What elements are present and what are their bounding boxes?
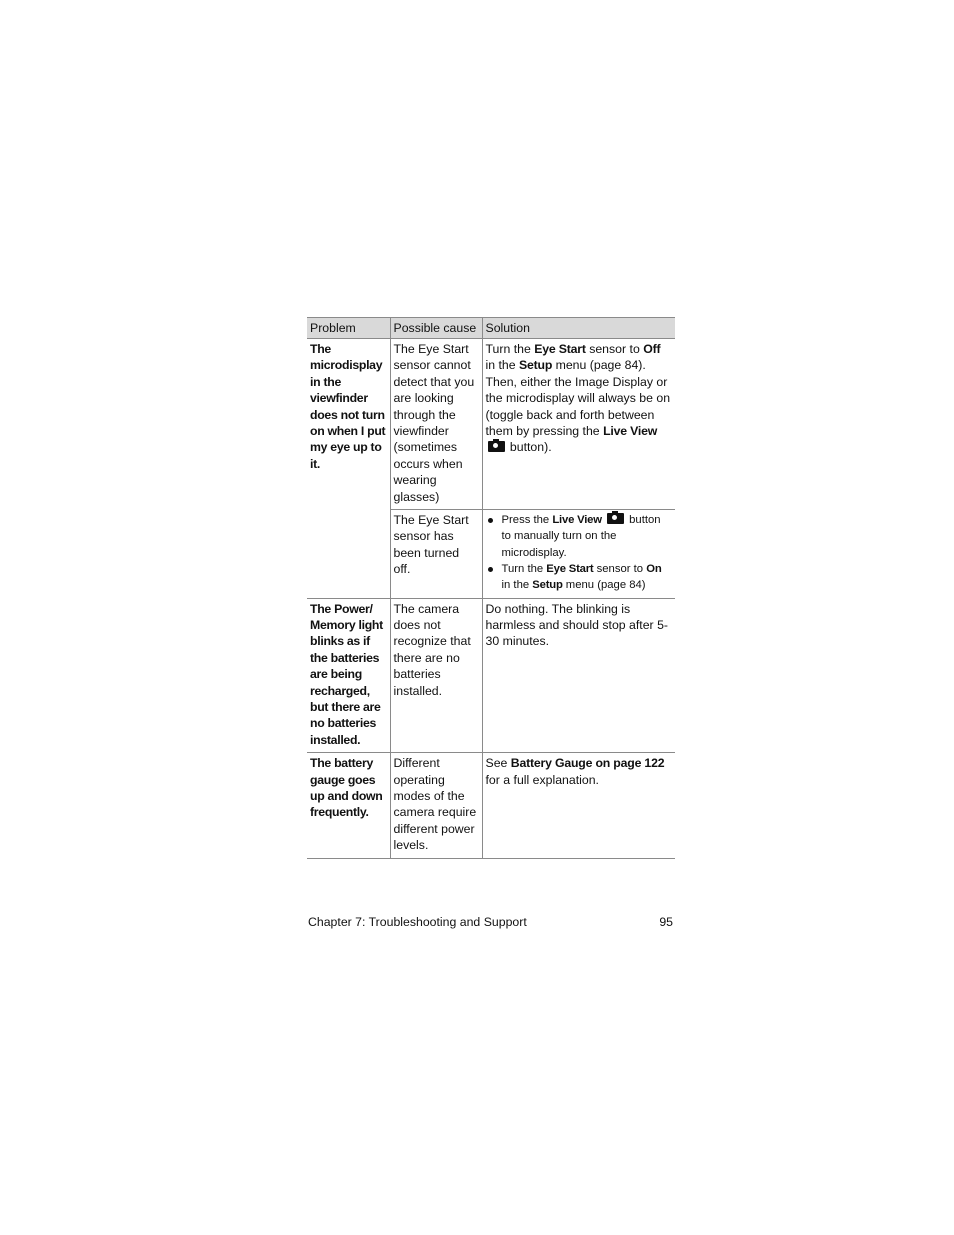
solution-cell: Do nothing. The blinking is harmless and should stop after 5-30 minutes. bbox=[482, 598, 675, 753]
solution-list bbox=[486, 512, 673, 593]
live-view-term: Live View bbox=[603, 424, 658, 439]
list-item bbox=[486, 512, 673, 561]
solution-text: for a full explanation. bbox=[485, 772, 599, 787]
solution-text: in the bbox=[501, 579, 533, 592]
solution-text: sensor to bbox=[593, 562, 647, 575]
solution-text: menu (page 84). Then, either the Image Display or the microdisplay will always be on (toggle back and forth between them by pressing the bbox=[485, 358, 671, 439]
troubleshooting-table bbox=[307, 317, 675, 859]
table-header-row bbox=[307, 318, 675, 339]
table-row bbox=[307, 598, 675, 753]
page-number: 95 bbox=[659, 915, 673, 929]
eye-start-term: Eye Start bbox=[546, 562, 594, 575]
cause-cell: The camera does not recognize that there are no batteries installed. bbox=[390, 598, 482, 753]
list-item bbox=[486, 561, 673, 594]
battery-gauge-link[interactable]: Battery Gauge on page 122 bbox=[510, 756, 665, 771]
problem-cell: The battery gauge goes up and down frequently. bbox=[307, 753, 390, 858]
footer-chapter-title: Chapter 7: Troubleshooting and Support bbox=[308, 915, 527, 929]
header-possible-cause: Possible cause bbox=[390, 318, 482, 339]
cause-cell: The Eye Start sensor cannot detect that you are looking through the viewfinder (sometimes occurs when wearing glasses) bbox=[390, 339, 482, 510]
solution-text: Press the bbox=[501, 514, 553, 527]
setup-term: Setup bbox=[519, 358, 553, 373]
problem-cell: The microdisplay in the viewfinder does not turn on when I put my eye up to it. bbox=[307, 339, 390, 599]
cause-cell: Different operating modes of the camera require different power levels. bbox=[390, 753, 482, 858]
eye-start-term: Eye Start bbox=[534, 342, 586, 356]
setup-term: Setup bbox=[532, 579, 563, 592]
solution-cell bbox=[482, 510, 675, 598]
off-term: Off bbox=[643, 342, 661, 356]
solution-text: See bbox=[485, 756, 511, 771]
header-problem: Problem bbox=[307, 318, 390, 339]
solution-text: sensor to bbox=[585, 342, 644, 356]
solution-text: button). bbox=[506, 440, 552, 455]
solution-text: Turn the bbox=[501, 562, 547, 575]
camera-icon bbox=[607, 513, 624, 524]
live-view-term: Live View bbox=[552, 514, 602, 527]
header-solution: Solution bbox=[482, 318, 675, 339]
problem-cell: The Power/ Memory light blinks as if the batteries are being recharged, but there are no batteries installed. bbox=[307, 598, 390, 753]
camera-icon bbox=[488, 441, 505, 452]
solution-cell bbox=[482, 339, 675, 510]
cause-cell: The Eye Start sensor has been turned off. bbox=[390, 510, 482, 598]
solution-text: button to manually turn on the microdisplay. bbox=[501, 514, 661, 559]
solution-text: Turn the bbox=[485, 342, 535, 356]
table-row bbox=[307, 339, 675, 510]
table-row bbox=[307, 753, 675, 858]
solution-text: menu (page 84) bbox=[562, 579, 646, 592]
on-term: On bbox=[646, 562, 662, 575]
solution-text: in the bbox=[485, 358, 519, 373]
solution-cell bbox=[482, 753, 675, 858]
